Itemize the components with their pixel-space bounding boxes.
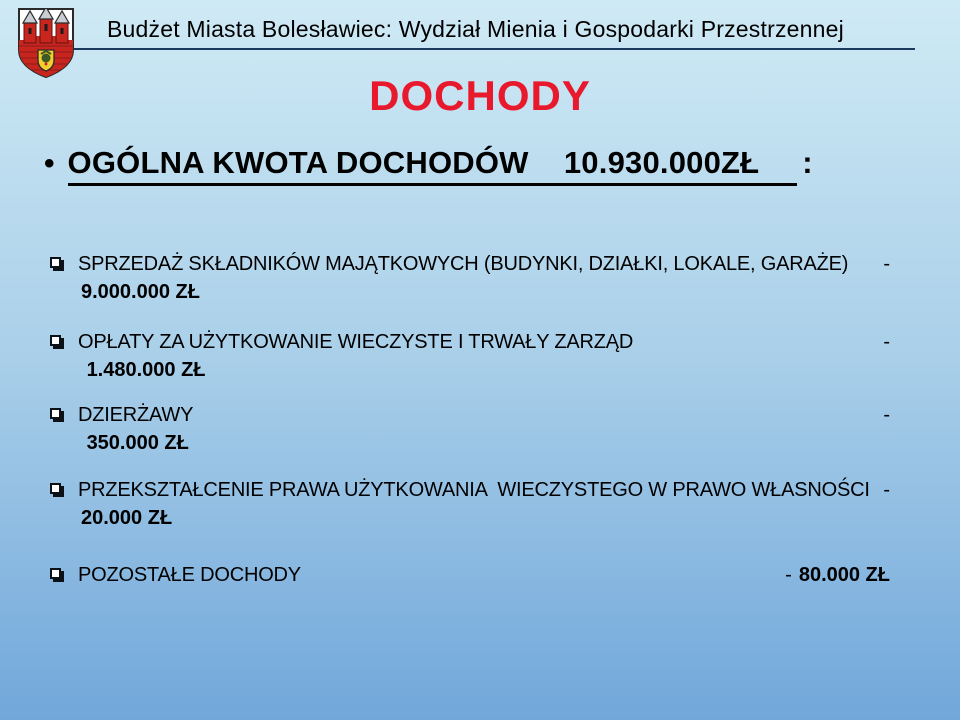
item-dash: - bbox=[883, 479, 890, 501]
list-item bbox=[48, 561, 890, 589]
item-dash: - bbox=[883, 253, 890, 275]
total-income-text: OGÓLNA KWOTA DOCHODÓW 10.930.000ZŁ bbox=[68, 146, 798, 186]
item-label: PRZEKSZTAŁCENIE PRAWA UŻYTKOWANIA WIECZYSTEGO W PRAWO WŁASNOŚCI bbox=[78, 479, 870, 501]
coat-of-arms-icon bbox=[16, 6, 76, 80]
item-dash: - bbox=[883, 404, 890, 426]
checkbox-bullet-icon bbox=[50, 568, 61, 579]
item-label: POZOSTAŁE DOCHODY bbox=[78, 564, 301, 586]
item-amount: 20.000 ZŁ bbox=[81, 507, 173, 529]
checkbox-bullet-icon bbox=[50, 257, 61, 268]
total-income-colon: : bbox=[802, 145, 813, 180]
income-items-list bbox=[48, 250, 890, 611]
list-item bbox=[48, 250, 890, 306]
list-item bbox=[48, 476, 890, 532]
round-bullet-icon: • bbox=[44, 147, 55, 180]
total-income-headline bbox=[44, 146, 813, 186]
item-label: DZIERŻAWY bbox=[78, 404, 194, 426]
page-title: DOCHODY bbox=[369, 72, 591, 119]
item-amount-inline bbox=[785, 561, 890, 589]
header-title: Budżet Miasta Bolesławiec: Wydział Mienia i Gospodarki Przestrzennej bbox=[107, 16, 844, 42]
item-label: OPŁATY ZA UŻYTKOWANIE WIECZYSTE I TRWAŁY ZARZĄD bbox=[78, 331, 634, 353]
item-amount: 9.000.000 ZŁ bbox=[81, 281, 200, 303]
item-label: SPRZEDAŻ SKŁADNIKÓW MAJĄTKOWYCH (BUDYNKI, DZIAŁKI, LOKALE, GARAŻE) bbox=[78, 253, 849, 275]
item-amount: 350.000 ZŁ bbox=[81, 432, 189, 454]
list-item bbox=[48, 328, 890, 384]
item-amount: 1.480.000 ZŁ bbox=[81, 359, 206, 381]
checkbox-bullet-icon bbox=[50, 483, 61, 494]
header-divider bbox=[74, 48, 915, 50]
item-dash: - bbox=[883, 331, 890, 353]
checkbox-bullet-icon bbox=[50, 408, 61, 419]
list-item bbox=[48, 401, 890, 457]
checkbox-bullet-icon bbox=[50, 335, 61, 346]
item-dash: - bbox=[785, 564, 792, 586]
item-amount: 80.000 ZŁ bbox=[798, 564, 890, 586]
